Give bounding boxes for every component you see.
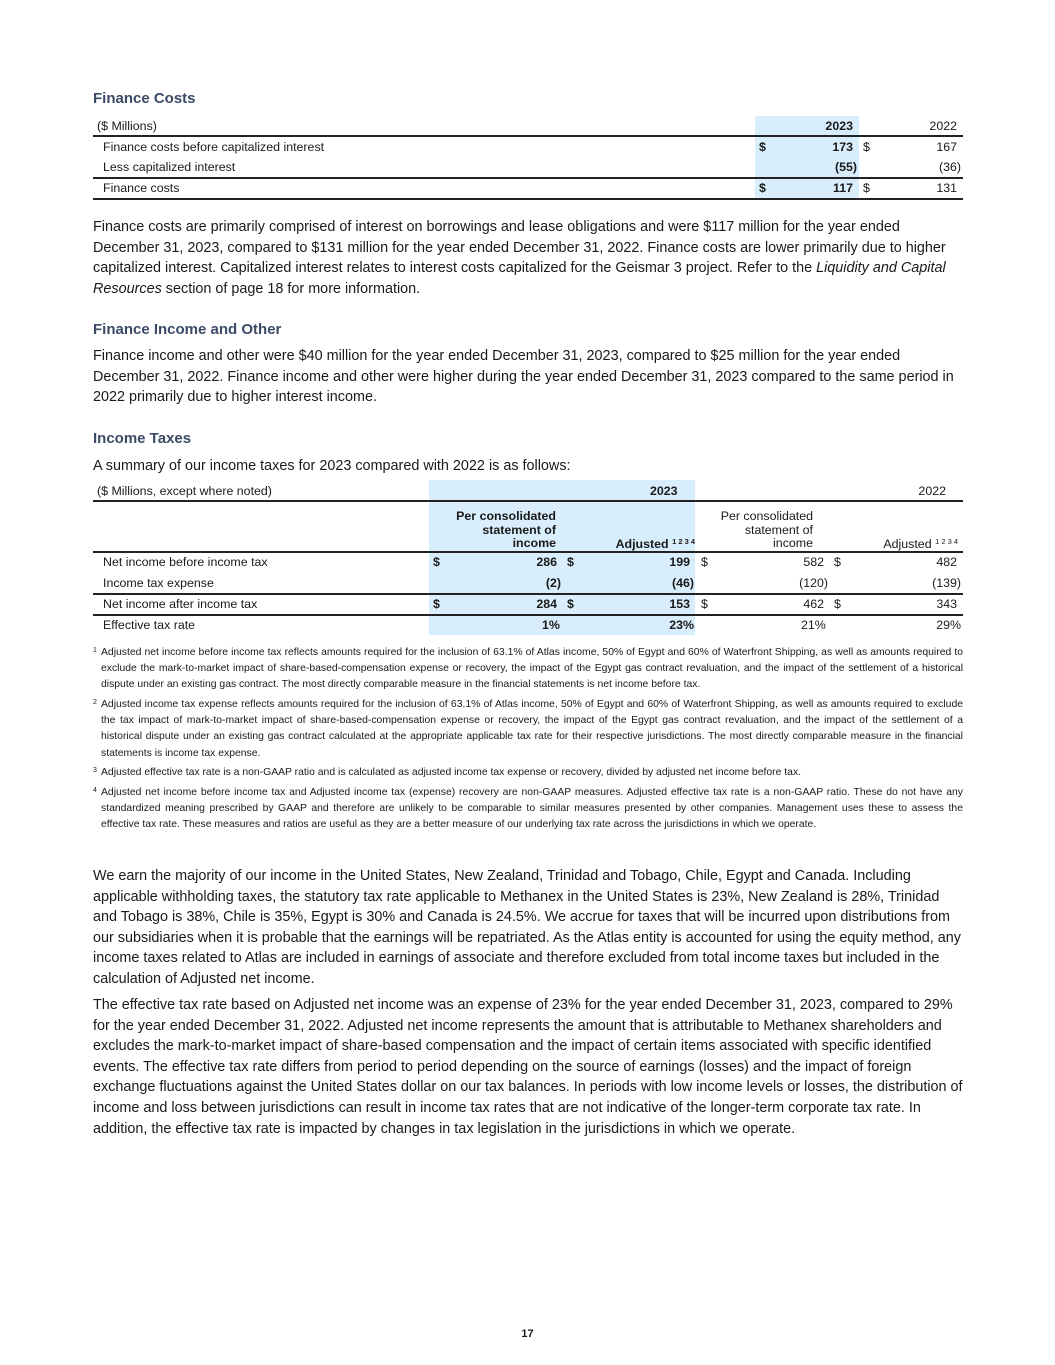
table-row: Finance costs before capitalized interest $ 173 $ 167 (103, 140, 957, 154)
table-row: Net income before income tax $ 286 $ 199 $ 582 $ 482 (103, 555, 957, 569)
income-taxes-intro: A summary of our income taxes for 2023 compared with 2022 is as follows: (93, 458, 571, 474)
finance-costs-paragraph: Finance costs are primarily comprised of interest on borrowings and lease obligations and were $117 million for the year ended December 31, 2023, compared to $131 million for the year ended December 31, 2022. Finance costs are lower primarily due to higher capitalized interest. Capitalized interest relates to interest costs capitalized for the Geismar 3 project. Refer to the Liquidity and Capital Resources section of page 18 for more information. (93, 219, 946, 297)
finance-income-heading: Finance Income and Other (93, 321, 282, 338)
finance-costs-table (93, 116, 963, 200)
col-2022: 2022 (929, 119, 957, 133)
table-row: Effective tax rate 1% 23% 21% 29% (103, 618, 961, 632)
table-row: Net income after income tax $ 284 $ 153 $ 462 $ 343 (103, 597, 957, 611)
col-adjusted-2023: Adjusted $^{1 2 3 4}$ (615, 537, 695, 551)
income-taxes-paragraph-2: The effective tax rate based on Adjusted net income was an expense of 23% for the year ended December 31, 2023, compared to 29% for the year ended December 31, 2022. Adjusted net income represents the amount that is attributable to Methanex shareholders and excludes the mark-to-market impact of share-based compensation and the impact of certain items associated with specific identified events. The effective tax rate differs from period to period depending on the source of earnings (losses) and the impact of foreign exchange fluctuations against the United States dollar on our tax balances. In periods with low income levels or losses, the distribution of income and loss between jurisdictions can result in income tax rates that are not indicative of the longer-term corporate tax rate. In addition, the effective tax rate is impacted by changes in tax legislation in the jurisdictions in which we operate. (93, 997, 963, 1137)
income-taxes-table (93, 480, 963, 636)
income-taxes-paragraph-1: We earn the majority of our income in the United States, New Zealand, Trinidad and Tobago, Chile, Egypt and Canada. Including applicable withholding taxes, the statutory tax rate applicable to Methanex in the United States is 23%, New Zealand is 28%, Trinidad and Tobago is 38%, Chile is 35%, Egypt is 30% and Canada is 24.5%. We accrue for taxes that will be incurred upon distributions from our subsidiaries when it is probable that the earnings will be repatriated. As the Atlas entity is accounted for using the equity method, any income taxes related to Atlas are included in earnings of associate and therefore excluded from total income taxes but included in the calculation of Adjusted net income. (93, 868, 961, 987)
year-2023: 2023 (650, 484, 678, 498)
table-row: Income tax expense (2) (46) (120) (139) (103, 576, 961, 590)
footnote: 4 Adjusted net income before income tax and Adjusted income tax (expense) recovery are non-GAAP measures. Adjusted effective tax rate is a non-GAAP ratio. These do not have any standardized meaning prescribed by GAAP and therefore are unlikely to be comparable to similar measures presented by other companies. Management uses these to assess the effective tax rate. These measures and ratios are useful as they are a better measure of our underlying tax rate across the jurisdictions in which we operate. (93, 787, 963, 831)
year-2022: 2022 (918, 484, 946, 498)
table-row: Less capitalized interest (55) (36) (103, 160, 961, 174)
unit-label: ($ Millions) (97, 119, 157, 133)
col-per-consolidated-2022: Per consolidated statement of income (720, 509, 813, 550)
table-row: Finance costs $ 117 $ 131 (103, 181, 957, 195)
income-taxes-heading: Income Taxes (93, 430, 192, 447)
unit-label: ($ Millions, except where noted) (97, 484, 272, 498)
finance-income-paragraph: Finance income and other were $40 million for the year ended December 31, 2023, compared to $25 million for the year ended December 31, 2022. Finance income and other were higher during the year ended December 31, 2023 compared to the same period in 2022 primarily due to higher interest income. (93, 348, 954, 406)
page-number: 17 (521, 1328, 534, 1340)
finance-costs-heading: Finance Costs (93, 90, 196, 107)
footnote: 2 Adjusted income tax expense reflects amounts required for the inclusion of 63.1% of Atlas income, 50% of Egypt and 60% of Waterfront Shipping, as well as amounts required to exclude the tax impact of mark-to-market impact of share-based-compensation expense or recovery, the impact of the Egypt gas contract revaluation, and the impact of the settlement of a historical dispute under an existing gas contract calculated at the appropriate applicable tax rate for their respective jurisdictions. The most directly comparable measure in the financial statements is income tax expense. (93, 699, 963, 759)
col-adjusted-2022: Adjusted $^{1 2 3 4}$ (883, 537, 958, 551)
col-2023: 2023 (825, 119, 853, 133)
footnote: 3 Adjusted effective tax rate is a non-GAAP ratio and is calculated as adjusted income tax expense or recovery, divided by adjusted net income before tax. (93, 767, 802, 778)
table-header-row (93, 116, 963, 136)
footnote: 1 Adjusted net income before income tax reflects amounts required for the inclusion of 63.1% of Atlas income, 50% of Egypt and 60% of Waterfront Shipping, as well as amounts required to exclude the mark-to-market impact of share-based-compensation expense or recovery, the impact of the Egypt gas contract revaluation, and the impact of the settlement of a historical dispute under an existing gas contract. The most directly comparable measure in the financial statements is net income before tax. (93, 647, 963, 691)
col-per-consolidated-2023: Per consolidated statement of income (456, 509, 556, 550)
